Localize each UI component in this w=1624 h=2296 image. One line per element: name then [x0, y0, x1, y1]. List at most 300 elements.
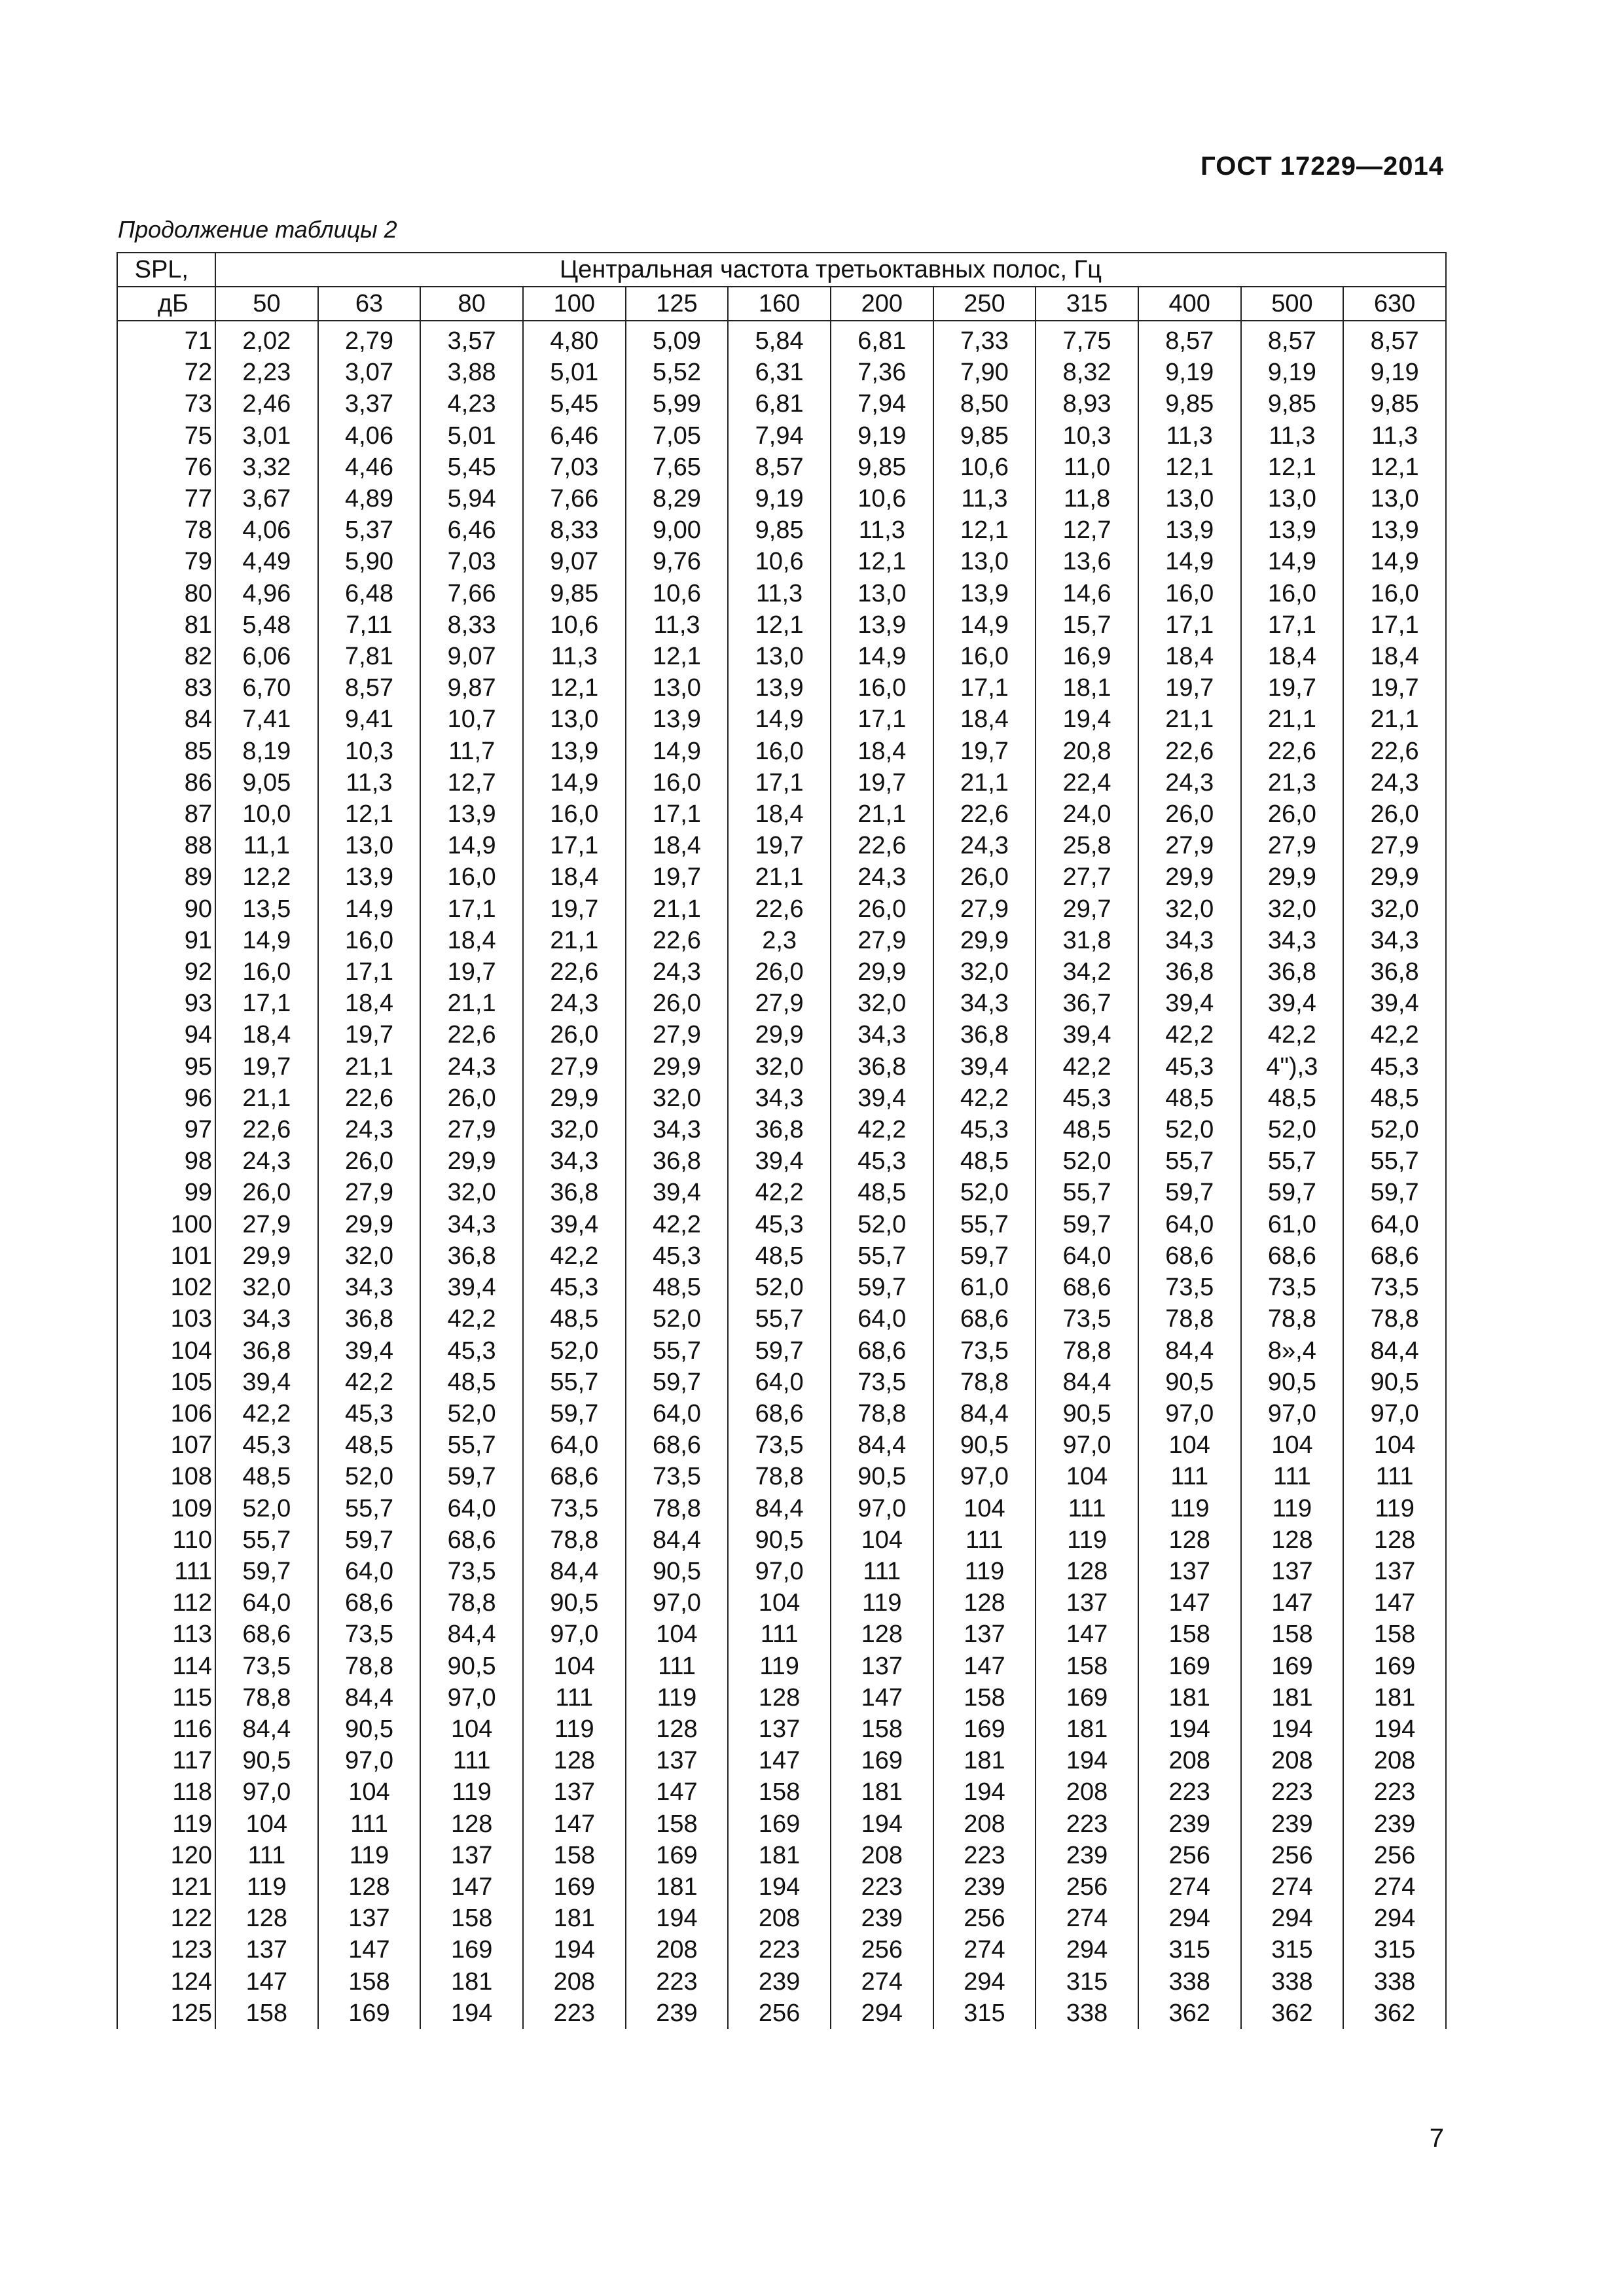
- value-cell: 208: [728, 1903, 831, 1934]
- value-cell: 45,3: [215, 1429, 318, 1461]
- value-cell: 147: [1343, 1587, 1446, 1619]
- spl-level-cell: 95: [117, 1051, 215, 1083]
- value-cell: 48,5: [728, 1240, 831, 1272]
- value-cell: 223: [1036, 1808, 1138, 1840]
- value-cell: 97,0: [831, 1493, 933, 1524]
- value-cell: 32,0: [1241, 893, 1344, 925]
- value-cell: 104: [1241, 1429, 1344, 1461]
- value-cell: 55,7: [420, 1429, 523, 1461]
- value-cell: 147: [933, 1651, 1036, 1682]
- document-code: ГОСТ 17229—2014: [1200, 152, 1444, 181]
- value-cell: 22,6: [523, 956, 626, 988]
- value-cell: 158: [420, 1903, 523, 1934]
- value-cell: 19,7: [1138, 672, 1241, 704]
- value-cell: 34,3: [1138, 925, 1241, 956]
- value-cell: 59,7: [626, 1367, 729, 1398]
- value-cell: 36,8: [1343, 956, 1446, 988]
- frequency-header: 400: [1138, 287, 1241, 321]
- value-cell: 3,37: [318, 388, 421, 420]
- value-cell: 5,48: [215, 609, 318, 641]
- value-cell: 7,94: [831, 388, 933, 420]
- value-cell: 11,3: [318, 767, 421, 798]
- value-cell: 19,7: [215, 1051, 318, 1083]
- value-cell: 104: [523, 1651, 626, 1682]
- value-cell: 55,7: [1241, 1145, 1344, 1177]
- value-cell: 14,9: [626, 736, 729, 767]
- value-cell: 362: [1343, 1998, 1446, 2029]
- value-cell: 7,03: [420, 546, 523, 577]
- value-cell: 59,7: [728, 1335, 831, 1367]
- value-cell: 55,7: [1036, 1177, 1138, 1208]
- value-cell: 147: [215, 1966, 318, 1998]
- value-cell: 55,7: [831, 1240, 933, 1272]
- value-cell: 42,2: [1138, 1019, 1241, 1050]
- value-cell: 7,36: [831, 357, 933, 388]
- value-cell: 128: [626, 1713, 729, 1745]
- value-cell: 5,99: [626, 388, 729, 420]
- value-cell: 90,5: [420, 1651, 523, 1682]
- table-row: [117, 1429, 1446, 1461]
- value-cell: 13,0: [831, 578, 933, 609]
- value-cell: 181: [1138, 1682, 1241, 1713]
- value-cell: 90,5: [1138, 1367, 1241, 1398]
- table-row: [117, 925, 1446, 956]
- value-cell: 59,7: [318, 1524, 421, 1556]
- value-cell: 169: [318, 1998, 421, 2029]
- value-cell: 4,80: [523, 321, 626, 357]
- value-cell: 29,7: [1036, 893, 1138, 925]
- value-cell: 64,0: [831, 1303, 933, 1335]
- value-cell: 45,3: [626, 1240, 729, 1272]
- value-cell: 5,52: [626, 357, 729, 388]
- value-cell: 36,8: [215, 1335, 318, 1367]
- table-row: [117, 1177, 1446, 1208]
- value-cell: 29,9: [1241, 861, 1344, 893]
- value-cell: 104: [1138, 1429, 1241, 1461]
- value-cell: 169: [1241, 1651, 1344, 1682]
- value-cell: 208: [1241, 1745, 1344, 1776]
- value-cell: 111: [1036, 1493, 1138, 1524]
- value-cell: 137: [626, 1745, 729, 1776]
- table-row: [117, 1209, 1446, 1240]
- value-cell: 128: [420, 1808, 523, 1840]
- value-cell: 78,8: [1241, 1303, 1344, 1335]
- value-cell: 19,4: [1036, 704, 1138, 735]
- value-cell: 104: [318, 1776, 421, 1808]
- value-cell: 68,6: [215, 1619, 318, 1650]
- spl-level-cell: 106: [117, 1398, 215, 1429]
- value-cell: 111: [420, 1745, 523, 1776]
- value-cell: 18,1: [1036, 672, 1138, 704]
- table-row: [117, 1461, 1446, 1492]
- value-cell: 42,2: [1343, 1019, 1446, 1050]
- value-cell: 29,9: [1138, 861, 1241, 893]
- value-cell: 8,57: [1343, 321, 1446, 357]
- value-cell: 48,5: [1138, 1083, 1241, 1114]
- value-cell: 169: [1138, 1651, 1241, 1682]
- value-cell: 18,4: [318, 988, 421, 1019]
- value-cell: 17,1: [1138, 609, 1241, 641]
- value-cell: 16,0: [1343, 578, 1446, 609]
- value-cell: 11,3: [933, 483, 1036, 514]
- value-cell: 59,7: [831, 1272, 933, 1303]
- value-cell: 13,9: [626, 704, 729, 735]
- value-cell: 13,9: [1138, 514, 1241, 546]
- spl-level-cell: 91: [117, 925, 215, 956]
- table-row: [117, 1367, 1446, 1398]
- value-cell: 137: [318, 1903, 421, 1934]
- value-cell: 36,7: [1036, 988, 1138, 1019]
- value-cell: 17,1: [626, 798, 729, 830]
- value-cell: 181: [626, 1871, 729, 1903]
- value-cell: 256: [933, 1903, 1036, 1934]
- value-cell: 223: [626, 1966, 729, 1998]
- value-cell: 34,2: [1036, 956, 1138, 988]
- value-cell: 12,1: [626, 641, 729, 672]
- value-cell: 64,0: [728, 1367, 831, 1398]
- value-cell: 21,1: [1138, 704, 1241, 735]
- value-cell: 239: [831, 1903, 933, 1934]
- value-cell: 3,57: [420, 321, 523, 357]
- spl-level-cell: 102: [117, 1272, 215, 1303]
- table-header: [117, 253, 1446, 321]
- value-cell: 14,9: [1343, 546, 1446, 577]
- value-cell: 36,8: [1138, 956, 1241, 988]
- frequency-header: 200: [831, 287, 933, 321]
- value-cell: 13,5: [215, 893, 318, 925]
- value-cell: 84,4: [215, 1713, 318, 1745]
- value-cell: 52,0: [1343, 1114, 1446, 1145]
- value-cell: 78,8: [215, 1682, 318, 1713]
- value-cell: 64,0: [1343, 1209, 1446, 1240]
- value-cell: 158: [1036, 1651, 1138, 1682]
- value-cell: 147: [728, 1745, 831, 1776]
- value-cell: 11,0: [1036, 452, 1138, 483]
- value-cell: 78,8: [318, 1651, 421, 1682]
- value-cell: 239: [1241, 1808, 1344, 1840]
- value-cell: 19,7: [420, 956, 523, 988]
- value-cell: 208: [1138, 1745, 1241, 1776]
- value-cell: 294: [1241, 1903, 1344, 1934]
- value-cell: 36,8: [831, 1051, 933, 1083]
- value-cell: 24,3: [215, 1145, 318, 1177]
- value-cell: 9,85: [1343, 388, 1446, 420]
- value-cell: 18,4: [420, 925, 523, 956]
- value-cell: 14,9: [523, 767, 626, 798]
- spl-level-cell: 76: [117, 452, 215, 483]
- value-cell: 256: [1241, 1840, 1344, 1871]
- value-cell: 42,2: [1036, 1051, 1138, 1083]
- value-cell: 111: [831, 1556, 933, 1587]
- value-cell: 12,7: [420, 767, 523, 798]
- group-header-frequency: Центральная частота третьоктавных полос, Гц: [215, 253, 1446, 287]
- value-cell: 169: [1036, 1682, 1138, 1713]
- value-cell: 90,5: [831, 1461, 933, 1492]
- table-row: [117, 1998, 1446, 2029]
- value-cell: 7,81: [318, 641, 421, 672]
- value-cell: 137: [933, 1619, 1036, 1650]
- value-cell: 73,5: [1343, 1272, 1446, 1303]
- value-cell: 42,2: [215, 1398, 318, 1429]
- value-cell: 52,0: [728, 1272, 831, 1303]
- value-cell: 59,7: [523, 1398, 626, 1429]
- value-cell: 68,6: [626, 1429, 729, 1461]
- value-cell: 119: [831, 1587, 933, 1619]
- spl-level-cell: 119: [117, 1808, 215, 1840]
- value-cell: 84,4: [1343, 1335, 1446, 1367]
- table-row: [117, 641, 1446, 672]
- value-cell: 84,4: [318, 1682, 421, 1713]
- value-cell: 10,6: [933, 452, 1036, 483]
- value-cell: 27,9: [728, 988, 831, 1019]
- value-cell: 20,8: [1036, 736, 1138, 767]
- value-cell: 22,6: [728, 893, 831, 925]
- spl-level-cell: 108: [117, 1461, 215, 1492]
- value-cell: 7,90: [933, 357, 1036, 388]
- value-cell: 14,9: [728, 704, 831, 735]
- value-cell: 169: [728, 1808, 831, 1840]
- value-cell: 90,5: [523, 1587, 626, 1619]
- value-cell: 338: [1036, 1998, 1138, 2029]
- value-cell: 9,19: [1343, 357, 1446, 388]
- value-cell: 42,2: [626, 1209, 729, 1240]
- table-row: [117, 1240, 1446, 1272]
- value-cell: 90,5: [626, 1556, 729, 1587]
- value-cell: 52,0: [1241, 1114, 1344, 1145]
- value-cell: 21,1: [831, 798, 933, 830]
- value-cell: 137: [1343, 1556, 1446, 1587]
- value-cell: 18,4: [728, 798, 831, 830]
- value-cell: 73,5: [420, 1556, 523, 1587]
- value-cell: 169: [1343, 1651, 1446, 1682]
- spl-level-cell: 122: [117, 1903, 215, 1934]
- value-cell: 52,0: [420, 1398, 523, 1429]
- value-cell: 6,48: [318, 578, 421, 609]
- value-cell: 78,8: [831, 1398, 933, 1429]
- value-cell: 181: [523, 1903, 626, 1934]
- header-row-frequencies: [117, 287, 1446, 321]
- value-cell: 8,57: [1138, 321, 1241, 357]
- value-cell: 24,3: [831, 861, 933, 893]
- value-cell: 19,7: [1241, 672, 1344, 704]
- value-cell: 9,85: [1138, 388, 1241, 420]
- table-row: [117, 1966, 1446, 1998]
- value-cell: 73,5: [933, 1335, 1036, 1367]
- spl-level-cell: 113: [117, 1619, 215, 1650]
- value-cell: 13,0: [523, 704, 626, 735]
- value-cell: 362: [1138, 1998, 1241, 2029]
- value-cell: 68,6: [728, 1398, 831, 1429]
- value-cell: 194: [831, 1808, 933, 1840]
- value-cell: 2,79: [318, 321, 421, 357]
- value-cell: 10,6: [523, 609, 626, 641]
- value-cell: 32,0: [626, 1083, 729, 1114]
- value-cell: 45,3: [523, 1272, 626, 1303]
- value-cell: 48,5: [318, 1429, 421, 1461]
- spl-level-cell: 83: [117, 672, 215, 704]
- value-cell: 68,6: [1343, 1240, 1446, 1272]
- value-cell: 11,3: [523, 641, 626, 672]
- frequency-header: 160: [728, 287, 831, 321]
- value-cell: 36,8: [420, 1240, 523, 1272]
- value-cell: 5,90: [318, 546, 421, 577]
- value-cell: 256: [831, 1934, 933, 1965]
- value-cell: 9,19: [1241, 357, 1344, 388]
- value-cell: 256: [1138, 1840, 1241, 1871]
- value-cell: 158: [1343, 1619, 1446, 1650]
- value-cell: 39,4: [831, 1083, 933, 1114]
- value-cell: 26,0: [933, 861, 1036, 893]
- value-cell: 104: [420, 1713, 523, 1745]
- value-cell: 9,19: [1138, 357, 1241, 388]
- value-cell: 32,0: [1343, 893, 1446, 925]
- value-cell: 169: [523, 1871, 626, 1903]
- value-cell: 84,4: [523, 1556, 626, 1587]
- value-cell: 27,9: [1138, 830, 1241, 861]
- value-cell: 90,5: [318, 1713, 421, 1745]
- value-cell: 34,3: [318, 1272, 421, 1303]
- value-cell: 59,7: [420, 1461, 523, 1492]
- table-row: [117, 357, 1446, 388]
- value-cell: 26,0: [728, 956, 831, 988]
- value-cell: 52,0: [626, 1303, 729, 1335]
- value-cell: 78,8: [420, 1587, 523, 1619]
- table-row: [117, 420, 1446, 452]
- value-cell: 338: [1343, 1966, 1446, 1998]
- value-cell: 90,5: [728, 1524, 831, 1556]
- value-cell: 7,05: [626, 420, 729, 452]
- value-cell: 13,0: [1343, 483, 1446, 514]
- value-cell: 68,6: [1138, 1240, 1241, 1272]
- value-cell: 6,06: [215, 641, 318, 672]
- value-cell: 24,3: [318, 1114, 421, 1145]
- value-cell: 12,1: [1241, 452, 1344, 483]
- value-cell: 42,2: [1241, 1019, 1344, 1050]
- value-cell: 12,2: [215, 861, 318, 893]
- value-cell: 3,01: [215, 420, 318, 452]
- value-cell: 48,5: [420, 1367, 523, 1398]
- value-cell: 9,85: [728, 514, 831, 546]
- value-cell: 4,23: [420, 388, 523, 420]
- value-cell: 34,3: [831, 1019, 933, 1050]
- spl-level-cell: 120: [117, 1840, 215, 1871]
- value-cell: 34,3: [420, 1209, 523, 1240]
- value-cell: 6,46: [420, 514, 523, 546]
- value-cell: 158: [728, 1776, 831, 1808]
- table-row: [117, 514, 1446, 546]
- value-cell: 45,3: [728, 1209, 831, 1240]
- spl-level-cell: 79: [117, 546, 215, 577]
- value-cell: 26,0: [1138, 798, 1241, 830]
- value-cell: 16,0: [420, 861, 523, 893]
- frequency-header: 80: [420, 287, 523, 321]
- frequency-header: 500: [1241, 287, 1344, 321]
- value-cell: 181: [728, 1840, 831, 1871]
- value-cell: 29,9: [831, 956, 933, 988]
- value-cell: 84,4: [626, 1524, 729, 1556]
- spl-level-cell: 86: [117, 767, 215, 798]
- frequency-header: 125: [626, 287, 729, 321]
- value-cell: 194: [1241, 1713, 1344, 1745]
- value-cell: 27,9: [420, 1114, 523, 1145]
- value-cell: 13,9: [420, 798, 523, 830]
- value-cell: 111: [728, 1619, 831, 1650]
- value-cell: 84,4: [420, 1619, 523, 1650]
- value-cell: 14,9: [1241, 546, 1344, 577]
- value-cell: 24,3: [1343, 767, 1446, 798]
- value-cell: 55,7: [728, 1303, 831, 1335]
- value-cell: 52,0: [1036, 1145, 1138, 1177]
- table-row: [117, 1493, 1446, 1524]
- value-cell: 181: [933, 1745, 1036, 1776]
- value-cell: 223: [1343, 1776, 1446, 1808]
- value-cell: 111: [215, 1840, 318, 1871]
- value-cell: 158: [523, 1840, 626, 1871]
- value-cell: 8,50: [933, 388, 1036, 420]
- value-cell: 97,0: [1343, 1398, 1446, 1429]
- value-cell: 9,07: [523, 546, 626, 577]
- value-cell: 64,0: [523, 1429, 626, 1461]
- table-row: [117, 483, 1446, 514]
- value-cell: 181: [831, 1776, 933, 1808]
- value-cell: 45,3: [1036, 1083, 1138, 1114]
- value-cell: 26,0: [420, 1083, 523, 1114]
- value-cell: 22,6: [318, 1083, 421, 1114]
- value-cell: 73,5: [831, 1367, 933, 1398]
- value-cell: 17,1: [420, 893, 523, 925]
- value-cell: 90,5: [1036, 1398, 1138, 1429]
- value-cell: 15,7: [1036, 609, 1138, 641]
- value-cell: 5,94: [420, 483, 523, 514]
- value-cell: 2,23: [215, 357, 318, 388]
- value-cell: 147: [318, 1934, 421, 1965]
- value-cell: 48,5: [523, 1303, 626, 1335]
- spl-level-cell: 85: [117, 736, 215, 767]
- value-cell: 68,6: [1036, 1272, 1138, 1303]
- value-cell: 42,2: [318, 1367, 421, 1398]
- value-cell: 3,88: [420, 357, 523, 388]
- value-cell: 17,1: [523, 830, 626, 861]
- value-cell: 78,8: [933, 1367, 1036, 1398]
- table-row: [117, 1903, 1446, 1934]
- value-cell: 11,3: [626, 609, 729, 641]
- value-cell: 16,9: [1036, 641, 1138, 672]
- value-cell: 29,9: [318, 1209, 421, 1240]
- value-cell: 22,6: [1241, 736, 1344, 767]
- table-row: [117, 1524, 1446, 1556]
- value-cell: 21,1: [215, 1083, 318, 1114]
- value-cell: 18,4: [215, 1019, 318, 1050]
- table-row: [117, 1808, 1446, 1840]
- spl-level-cell: 75: [117, 420, 215, 452]
- spl-level-cell: 111: [117, 1556, 215, 1587]
- value-cell: 208: [1343, 1745, 1446, 1776]
- value-cell: 194: [420, 1998, 523, 2029]
- value-cell: 256: [1343, 1840, 1446, 1871]
- value-cell: 147: [420, 1871, 523, 1903]
- spl-level-cell: 105: [117, 1367, 215, 1398]
- value-cell: 27,9: [523, 1051, 626, 1083]
- value-cell: 13,9: [728, 672, 831, 704]
- value-cell: 36,8: [933, 1019, 1036, 1050]
- value-cell: 24,3: [523, 988, 626, 1019]
- value-cell: 52,0: [933, 1177, 1036, 1208]
- value-cell: 42,2: [728, 1177, 831, 1208]
- value-cell: 59,7: [1343, 1177, 1446, 1208]
- value-cell: 32,0: [933, 956, 1036, 988]
- spl-level-cell: 96: [117, 1083, 215, 1114]
- value-cell: 13,9: [1343, 514, 1446, 546]
